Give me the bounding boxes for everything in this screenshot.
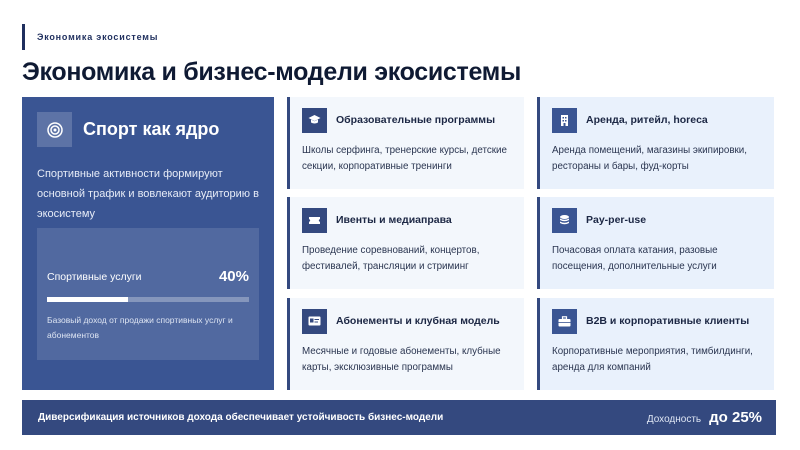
card-subscriptions-title: Абонементы и клубная модель (336, 315, 500, 327)
card-subscriptions-text: Месячные и годовые абонементы, клубные карты, эксклюзивные программы (302, 346, 501, 373)
yield-value: до 25% (709, 409, 762, 426)
card-b2b-title: B2B и корпоративные клиенты (586, 315, 750, 327)
progress-fill (47, 297, 128, 302)
building-icon (552, 108, 577, 133)
core-sport-panel (22, 97, 274, 390)
card-education (287, 97, 524, 189)
card-rent-retail-text: Аренда помещений, магазины экипировки, рестораны и бары, фуд-корты (552, 145, 747, 172)
page-title: Экономика и бизнес-модели экосистемы (22, 58, 522, 86)
coins-icon (552, 208, 577, 233)
card-rent-retail-title: Аренда, ритейл, horeca (586, 114, 708, 126)
summary-text: Диверсификация источников дохода обеспечивает устойчивость бизнес-модели (38, 412, 444, 423)
card-events-media-text: Проведение соревнований, концертов, фестивалей, трансляции и стриминг (302, 245, 480, 272)
card-education-text: Школы серфинга, тренерские курсы, детские секции, корпоративные тренинги (302, 145, 507, 172)
yield-label: Доходность (646, 414, 702, 425)
target-icon (37, 112, 72, 147)
card-rent-retail (537, 97, 774, 189)
summary-banner (22, 400, 776, 435)
card-education-title: Образовательные программы (336, 114, 496, 126)
sport-services-value: 40% (218, 268, 249, 285)
sport-services-stat (37, 228, 259, 360)
card-pay-per-use (537, 197, 774, 289)
core-sport-header (37, 112, 259, 147)
section-eyebrow: Экономика экосистемы (22, 24, 158, 50)
card-pay-per-use-title: Pay-per-use (586, 214, 647, 226)
core-sport-title: Спорт как ядро (83, 119, 220, 139)
sport-services-label: Спортивные услуги (47, 270, 142, 283)
card-subscriptions (287, 298, 524, 390)
graduation-cap-icon (302, 108, 327, 133)
card-pay-per-use-text: Почасовая оплата катания, разовые посещения, дополнительные услуги (552, 245, 718, 272)
core-sport-description: Спортивные активности формируют основной трафик и вовлекают аудиторию в экосистему (37, 168, 259, 220)
id-card-icon (302, 309, 327, 334)
card-events-media-title: Ивенты и медиаправа (336, 214, 452, 226)
card-b2b (537, 298, 774, 390)
ticket-icon (302, 208, 327, 233)
card-b2b-text: Корпоративные мероприятия, тимбилдинги, аренда для компаний (552, 346, 753, 373)
sport-services-progress (47, 297, 249, 302)
card-events-media (287, 197, 524, 289)
briefcase-icon (552, 309, 577, 334)
sport-services-note: Базовый доход от продажи спортивных услуг и абонементов (47, 315, 233, 340)
